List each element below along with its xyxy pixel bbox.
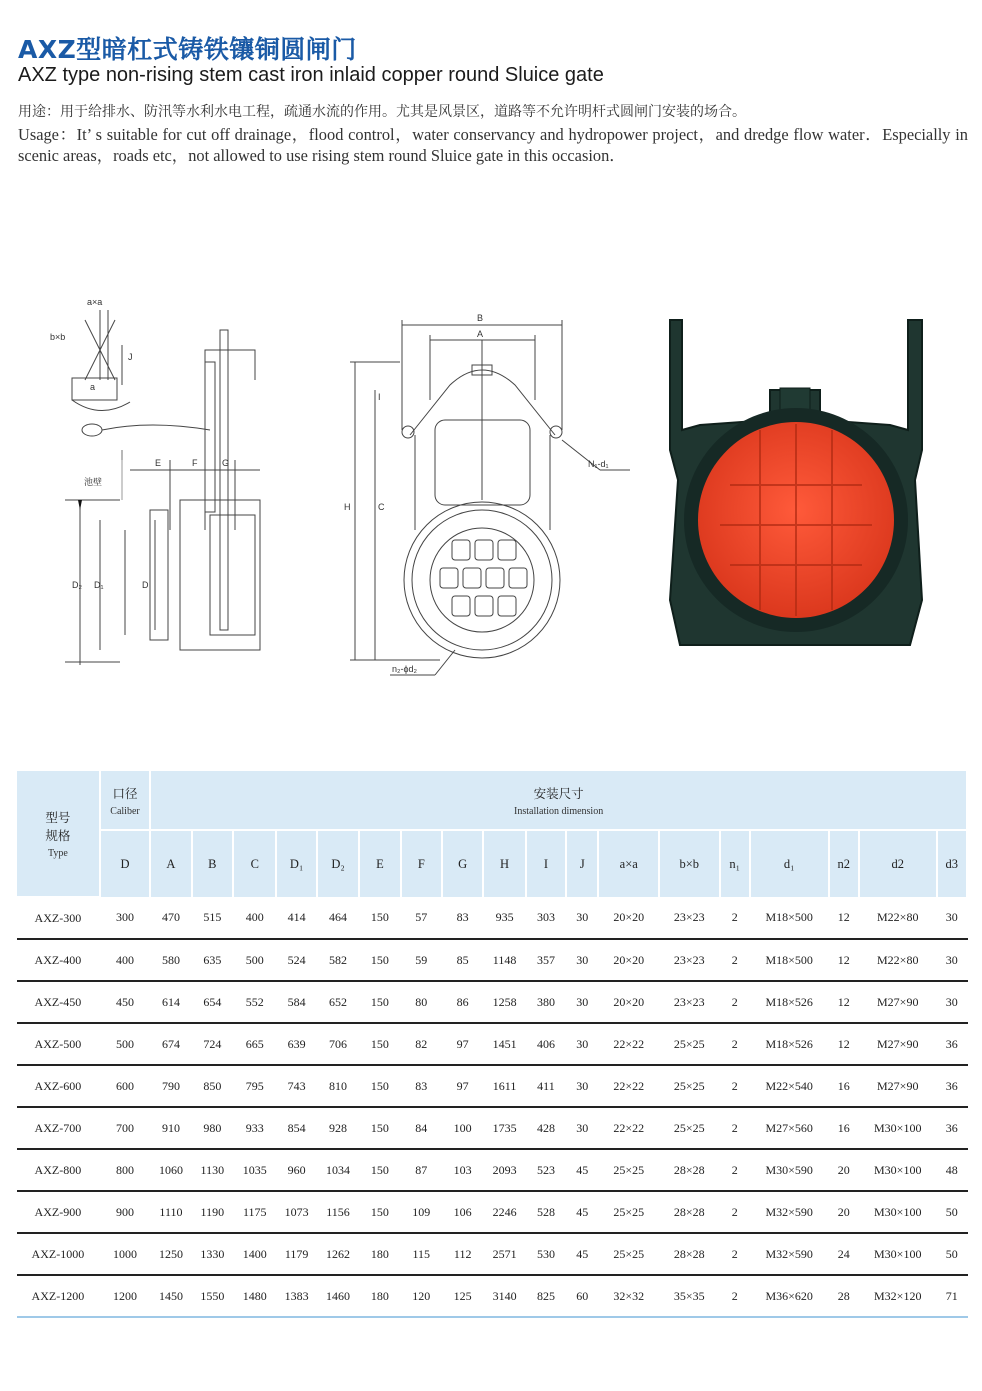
table-cell: 910 [150, 1107, 191, 1149]
table-cell: 639 [276, 1023, 316, 1065]
column-header: D [100, 830, 150, 897]
table-row [17, 1065, 967, 1107]
table-cell: 960 [276, 1149, 316, 1191]
table-cell: 97 [442, 1023, 483, 1065]
table-cell: 411 [526, 1065, 566, 1107]
table-cell: M27×90 [859, 1065, 937, 1107]
table-cell: 180 [359, 1275, 400, 1317]
table-cell: 1190 [192, 1191, 233, 1233]
cell-type: AXZ-900 [17, 1191, 100, 1233]
table-row [17, 1275, 967, 1317]
table-cell: 25×25 [659, 1065, 720, 1107]
label-a-width: A [477, 329, 484, 339]
table-cell: 1262 [317, 1233, 359, 1275]
table-cell: 28×28 [659, 1233, 720, 1275]
table-cell: 45 [566, 1233, 598, 1275]
table-cell: 1330 [192, 1233, 233, 1275]
table-cell: 654 [192, 981, 233, 1023]
table-cell: 584 [276, 981, 316, 1023]
label-n1-d1: N₁-d₁ [588, 459, 609, 469]
label-axa: a×a [87, 297, 103, 307]
header-installation-en: Installation dimension [514, 805, 604, 817]
column-header: d3 [937, 830, 967, 897]
table-cell: 3140 [483, 1275, 525, 1317]
table-cell: 24 [829, 1233, 859, 1275]
table-cell: M18×500 [750, 939, 829, 981]
table-cell: 2 [720, 1233, 750, 1275]
table-cell: 1148 [483, 939, 525, 981]
table-cell: M30×100 [859, 1107, 937, 1149]
table-cell: M27×90 [859, 981, 937, 1023]
table-cell: 20 [829, 1191, 859, 1233]
table-cell: 400 [100, 939, 150, 981]
table-cell: 2 [720, 1065, 750, 1107]
table-cell: 22×22 [598, 1107, 659, 1149]
table-cell: 515 [192, 897, 233, 939]
table-cell: 150 [359, 1107, 400, 1149]
cell-type: AXZ-500 [17, 1023, 100, 1065]
table-cell: M32×590 [750, 1191, 829, 1233]
label-d2: D₂ [72, 580, 82, 590]
table-cell: 1073 [276, 1191, 316, 1233]
table-cell: 150 [359, 939, 400, 981]
table-cell: 35×35 [659, 1275, 720, 1317]
table-cell: 500 [233, 939, 276, 981]
table-cell: 36 [937, 1065, 967, 1107]
usage-text-cn: 用途：用于给排水、防汛等水利水电工程，疏通水流的作用。尤其是风景区，道路等不允许明杆式圆闸门安装的场合。 [18, 104, 746, 120]
label-d1: D₁ [94, 580, 104, 590]
table-cell: 800 [100, 1149, 150, 1191]
table-cell: 580 [150, 939, 191, 981]
table-cell: 106 [442, 1191, 483, 1233]
table-cell: 50 [937, 1233, 967, 1275]
table-cell: M22×540 [750, 1065, 829, 1107]
column-header: J [566, 830, 598, 897]
table-cell: 450 [100, 981, 150, 1023]
column-header: E [359, 830, 400, 897]
table-cell: 854 [276, 1107, 316, 1149]
table-cell: 303 [526, 897, 566, 939]
column-header: B [192, 830, 233, 897]
header-type-cn-1: 型号 [45, 811, 71, 825]
table-row [17, 1023, 967, 1065]
table-cell: 80 [401, 981, 442, 1023]
table-cell: 12 [829, 897, 859, 939]
table-cell: 59 [401, 939, 442, 981]
table-cell: 83 [401, 1065, 442, 1107]
table-cell: M30×100 [859, 1191, 937, 1233]
table-cell: 30 [566, 1107, 598, 1149]
table-cell: 112 [442, 1233, 483, 1275]
table-cell: 83 [442, 897, 483, 939]
table-cell: 150 [359, 1065, 400, 1107]
table-cell: 50 [937, 1191, 967, 1233]
table-cell: 23×23 [659, 939, 720, 981]
table-cell: 23×23 [659, 981, 720, 1023]
table-cell: 30 [937, 981, 967, 1023]
table-cell: 2 [720, 1149, 750, 1191]
table-cell: 22×22 [598, 1065, 659, 1107]
table-cell: 2093 [483, 1149, 525, 1191]
cell-type: AXZ-800 [17, 1149, 100, 1191]
cell-type: AXZ-700 [17, 1107, 100, 1149]
table-row [17, 897, 967, 939]
label-wall: 池壁 [84, 477, 103, 487]
table-cell: 614 [150, 981, 191, 1023]
table-cell: 150 [359, 897, 400, 939]
table-cell: 2 [720, 1107, 750, 1149]
table-cell: M22×80 [859, 897, 937, 939]
table-cell: 933 [233, 1107, 276, 1149]
label-j: J [128, 352, 133, 362]
product-photo [660, 310, 930, 655]
label-a: a [90, 382, 96, 392]
column-header: b×b [659, 830, 720, 897]
table-cell: M27×90 [859, 1023, 937, 1065]
table-cell: 150 [359, 1149, 400, 1191]
label-bxb: b×b [50, 332, 66, 342]
table-cell: 552 [233, 981, 276, 1023]
column-header: A [150, 830, 191, 897]
table-cell: 2246 [483, 1191, 525, 1233]
table-cell: 530 [526, 1233, 566, 1275]
table-cell: 1034 [317, 1149, 359, 1191]
table-cell: 706 [317, 1023, 359, 1065]
column-header: F [401, 830, 442, 897]
table-cell: 57 [401, 897, 442, 939]
table-cell: M27×560 [750, 1107, 829, 1149]
front-elevation-drawing [340, 310, 640, 690]
table-cell: 30 [566, 897, 598, 939]
table-cell: M18×500 [750, 897, 829, 939]
table-cell: 582 [317, 939, 359, 981]
label-c: C [378, 502, 385, 512]
header-type [17, 771, 100, 897]
table-cell: 20 [829, 1149, 859, 1191]
table-cell: 16 [829, 1065, 859, 1107]
label-n2-d2: n₂-ϕd₂ [392, 664, 418, 674]
table-cell: 60 [566, 1275, 598, 1317]
table-cell: 150 [359, 1023, 400, 1065]
cell-type: AXZ-400 [17, 939, 100, 981]
table-cell: 25×25 [598, 1149, 659, 1191]
table-row [17, 1107, 967, 1149]
column-header: n2 [829, 830, 859, 897]
table-cell: 600 [100, 1065, 150, 1107]
table-cell: 1450 [150, 1275, 191, 1317]
column-header: I [526, 830, 566, 897]
table-cell: M30×100 [859, 1149, 937, 1191]
table-cell: 464 [317, 897, 359, 939]
table-cell: 1460 [317, 1275, 359, 1317]
table-cell: 400 [233, 897, 276, 939]
table-cell: 935 [483, 897, 525, 939]
table-cell: 87 [401, 1149, 442, 1191]
table-cell: 150 [359, 981, 400, 1023]
table-row [17, 1191, 967, 1233]
table-cell: 524 [276, 939, 316, 981]
table-cell: 1175 [233, 1191, 276, 1233]
table-cell: 500 [100, 1023, 150, 1065]
table-cell: 120 [401, 1275, 442, 1317]
column-header: n₁ [720, 830, 750, 897]
label-h: H [344, 502, 351, 512]
column-header: D₁ [276, 830, 316, 897]
table-cell: 528 [526, 1191, 566, 1233]
table-cell: 2 [720, 939, 750, 981]
table-cell: 28×28 [659, 1191, 720, 1233]
table-cell: 1250 [150, 1233, 191, 1275]
header-type-en: Type [47, 848, 68, 859]
table-cell: 2 [720, 981, 750, 1023]
table-cell: 84 [401, 1107, 442, 1149]
table-cell: 20×20 [598, 897, 659, 939]
table-cell: M30×100 [859, 1233, 937, 1275]
usage-text-en: Usage：It’ s suitable for cut off drainage，flood control，water conservancy and hydropower project，and dredge flow water．Especially in scenic areas，roads etc，not allowed to use rising stem round Sluice gate in this occasion． [18, 125, 968, 165]
table-cell: 665 [233, 1023, 276, 1065]
table-cell: 674 [150, 1023, 191, 1065]
table-cell: 25×25 [598, 1191, 659, 1233]
table-cell: 2571 [483, 1233, 525, 1275]
table-cell: 1611 [483, 1065, 525, 1107]
table-cell: 810 [317, 1065, 359, 1107]
table-cell: 71 [937, 1275, 967, 1317]
table-cell: 12 [829, 939, 859, 981]
table-cell: 32×32 [598, 1275, 659, 1317]
table-cell: 1156 [317, 1191, 359, 1233]
table-cell: 103 [442, 1149, 483, 1191]
column-header-row [17, 830, 967, 897]
table-cell: 357 [526, 939, 566, 981]
table-cell: 25×25 [598, 1233, 659, 1275]
table-cell: 900 [100, 1191, 150, 1233]
table-cell: 45 [566, 1149, 598, 1191]
drawings-area [0, 290, 982, 690]
table-cell: 28 [829, 1275, 859, 1317]
column-header: d2 [859, 830, 937, 897]
table-cell: 25×25 [659, 1023, 720, 1065]
table-cell: M18×526 [750, 1023, 829, 1065]
table-cell: 428 [526, 1107, 566, 1149]
column-header: C [233, 830, 276, 897]
table-cell: 25×25 [659, 1107, 720, 1149]
table-cell: 928 [317, 1107, 359, 1149]
table-cell: 2 [720, 1275, 750, 1317]
table-cell: 790 [150, 1065, 191, 1107]
label-g: G [222, 458, 230, 468]
column-header: G [442, 830, 483, 897]
label-i: I [378, 392, 381, 402]
table-cell: 1060 [150, 1149, 191, 1191]
table-cell: 1451 [483, 1023, 525, 1065]
table-cell: 743 [276, 1065, 316, 1107]
page-title-cn: AXZ型暗杠式铸铁镶铜圆闸门 [18, 35, 357, 64]
table-cell: 523 [526, 1149, 566, 1191]
header-installation-cn: 安装尺寸 [533, 786, 584, 801]
label-f: F [192, 458, 198, 468]
table-cell: 1258 [483, 981, 525, 1023]
table-cell: M36×620 [750, 1275, 829, 1317]
table-cell: 1179 [276, 1233, 316, 1275]
table-cell: 45 [566, 1191, 598, 1233]
table-cell: 28×28 [659, 1149, 720, 1191]
table-cell: 470 [150, 897, 191, 939]
header-type-cn-2: 规格 [45, 829, 71, 843]
table-cell: 30 [566, 1065, 598, 1107]
table-cell: 414 [276, 897, 316, 939]
label-e: E [155, 458, 162, 468]
table-cell: 635 [192, 939, 233, 981]
table-cell: 20×20 [598, 939, 659, 981]
cell-type: AXZ-600 [17, 1065, 100, 1107]
header-caliber-en: Caliber [110, 805, 140, 817]
table-cell: 825 [526, 1275, 566, 1317]
column-header: D₂ [317, 830, 359, 897]
table-cell: 1735 [483, 1107, 525, 1149]
table-cell: 1480 [233, 1275, 276, 1317]
table-cell: 980 [192, 1107, 233, 1149]
table-cell: 1035 [233, 1149, 276, 1191]
cell-type: AXZ-1000 [17, 1233, 100, 1275]
table-row [17, 981, 967, 1023]
table-cell: 36 [937, 1107, 967, 1149]
table-cell: 36 [937, 1023, 967, 1065]
header-caliber [100, 771, 150, 830]
table-cell: 180 [359, 1233, 400, 1275]
table-cell: 2 [720, 1023, 750, 1065]
table-cell: 100 [442, 1107, 483, 1149]
table-body [17, 897, 967, 1317]
table-cell: 12 [829, 1023, 859, 1065]
table-cell: M18×526 [750, 981, 829, 1023]
table-cell: 1200 [100, 1275, 150, 1317]
table-cell: 109 [401, 1191, 442, 1233]
table-cell: 300 [100, 897, 150, 939]
table-cell: 30 [566, 939, 598, 981]
table-cell: 86 [442, 981, 483, 1023]
cell-type: AXZ-450 [17, 981, 100, 1023]
cell-type: AXZ-1200 [17, 1275, 100, 1317]
label-d: D [142, 580, 149, 590]
table-cell: 380 [526, 981, 566, 1023]
cell-type: AXZ-300 [17, 897, 100, 939]
table-cell: 30 [566, 981, 598, 1023]
table-cell: 724 [192, 1023, 233, 1065]
table-cell: 30 [937, 897, 967, 939]
table-cell: 1000 [100, 1233, 150, 1275]
table-cell: 406 [526, 1023, 566, 1065]
table-cell: 30 [937, 939, 967, 981]
dimension-table [17, 771, 968, 1318]
header-installation [150, 771, 967, 830]
column-header: d₁ [750, 830, 829, 897]
table-cell: 150 [359, 1191, 400, 1233]
table-cell: 125 [442, 1275, 483, 1317]
table-cell: 1550 [192, 1275, 233, 1317]
side-section-drawing [50, 290, 280, 670]
table-cell: 85 [442, 939, 483, 981]
table-cell: 97 [442, 1065, 483, 1107]
table-cell: 2 [720, 1191, 750, 1233]
table-cell: 22×22 [598, 1023, 659, 1065]
table-cell: 652 [317, 981, 359, 1023]
header-caliber-cn: 口径 [112, 786, 138, 801]
table-cell: 1130 [192, 1149, 233, 1191]
column-header: H [483, 830, 525, 897]
page-title-en: AXZ type non-rising stem cast iron inlaid copper round Sluice gate [18, 64, 604, 86]
label-b: B [477, 313, 484, 323]
table-cell: 20×20 [598, 981, 659, 1023]
table-cell: 2 [720, 897, 750, 939]
table-cell: 1400 [233, 1233, 276, 1275]
table-cell: 700 [100, 1107, 150, 1149]
table-cell: M22×80 [859, 939, 937, 981]
table-cell: 12 [829, 981, 859, 1023]
table-cell: M32×120 [859, 1275, 937, 1317]
column-header: a×a [598, 830, 659, 897]
table-row [17, 1149, 967, 1191]
table-row [17, 939, 967, 981]
table-cell: 1383 [276, 1275, 316, 1317]
table-cell: M30×590 [750, 1149, 829, 1191]
table-cell: 48 [937, 1149, 967, 1191]
table-cell: 850 [192, 1065, 233, 1107]
table-cell: 30 [566, 1023, 598, 1065]
table-cell: 1110 [150, 1191, 191, 1233]
table-cell: 795 [233, 1065, 276, 1107]
table-cell: 82 [401, 1023, 442, 1065]
table-cell: M32×590 [750, 1233, 829, 1275]
table-cell: 16 [829, 1107, 859, 1149]
table-cell: 115 [401, 1233, 442, 1275]
table-cell: 23×23 [659, 897, 720, 939]
table-row [17, 1233, 967, 1275]
